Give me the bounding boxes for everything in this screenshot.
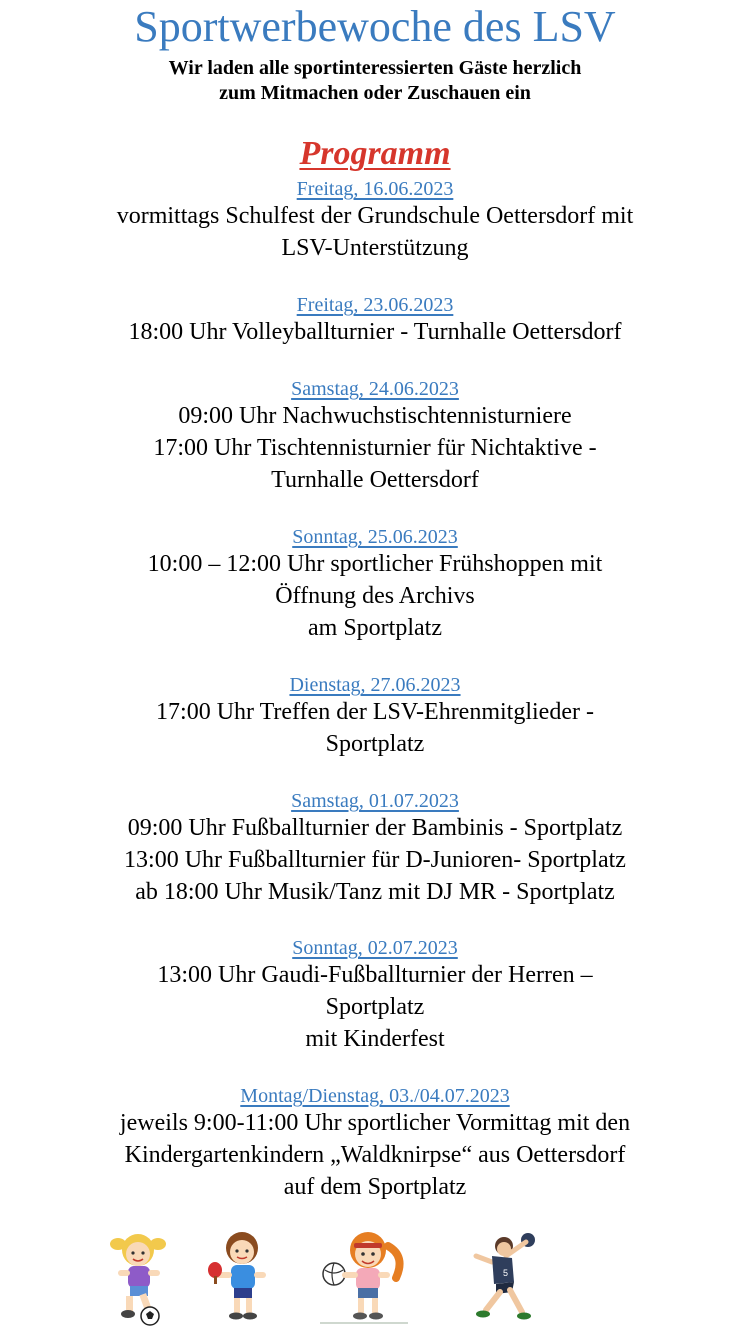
day-events [0,959,750,1055]
event-line: Sportplatz [325,994,425,1020]
day-events [0,812,750,908]
program-heading: Programm [299,135,451,172]
event-line: jeweils 9:00-11:00 Uhr sportlicher Vormittag mit den [119,1110,631,1136]
day-date-link[interactable]: Samstag, 24.06.2023 [291,378,459,400]
event-line: 17:00 Uhr Treffen der LSV-Ehrenmitglieder - [156,699,594,725]
program-day [0,378,750,496]
day-events [0,316,750,348]
day-date-link[interactable]: Sonntag, 02.07.2023 [292,937,458,959]
program-day [0,1085,750,1203]
event-line: LSV-Unterstützung [281,235,469,261]
sports-illustrations [0,1226,750,1334]
event-line: vormittags Schulfest der Grundschule Oettersdorf mit [116,203,634,229]
program-day [0,937,750,1055]
event-line: 09:00 Uhr Nachwuchstischtennisturniere [178,403,572,429]
event-line: 13:00 Uhr Gaudi-Fußballturnier der Herren – [157,962,593,988]
day-date-link[interactable]: Freitag, 23.06.2023 [296,294,454,316]
svg-text:5: 5 [503,1268,509,1278]
day-events [0,400,750,496]
day-events [0,548,750,644]
handball-player-icon [456,1226,542,1326]
event-line: 10:00 – 12:00 Uhr sportlicher Frühshoppen mit [147,551,603,577]
event-line: Sportplatz [325,731,425,757]
day-events [0,696,750,760]
program-day [0,674,750,760]
invitation-subtitle [0,56,750,106]
event-line: mit Kinderfest [305,1026,445,1052]
girl-soccer-player-icon [104,1226,174,1326]
day-date-link[interactable]: Freitag, 16.06.2023 [296,178,454,200]
day-events [0,200,750,264]
event-line: am Sportplatz [308,615,442,641]
event-line: 13:00 Uhr Fußballturnier für D-Junioren- Sportplatz [124,847,626,873]
day-events [0,1107,750,1203]
program-day [0,790,750,908]
day-date-link[interactable]: Sonntag, 25.06.2023 [292,526,458,548]
event-line: 09:00 Uhr Fußballturnier der Bambinis - Sportplatz [127,815,623,841]
event-line: Kindergartenkindern „Waldknirpse“ aus Oettersdorf [124,1142,626,1168]
subtitle-line: Wir laden alle sportinteressierten Gäste herzlich [168,57,582,79]
program-day [0,178,750,264]
program-day [0,526,750,644]
day-date-link[interactable]: Montag/Dienstag, 03./04.07.2023 [240,1085,510,1107]
girl-volleyball-player-icon [318,1226,410,1326]
day-date-link[interactable]: Dienstag, 27.06.2023 [289,674,461,696]
program-day [0,294,750,348]
event-line: ab 18:00 Uhr Musik/Tanz mit DJ MR - Sportplatz [135,879,615,905]
page-title: Sportwerbewoche des LSV [134,2,616,51]
subtitle-line: zum Mitmachen oder Zuschauen ein [219,82,531,104]
event-line: Turnhalle Oettersdorf [271,467,479,493]
event-line: Öffnung des Archivs [275,583,475,609]
boy-table-tennis-player-icon [206,1226,276,1326]
event-line: auf dem Sportplatz [283,1174,467,1200]
day-date-link[interactable]: Samstag, 01.07.2023 [291,790,459,812]
event-line: 18:00 Uhr Volleyballturnier - Turnhalle Oettersdorf [128,319,622,345]
event-line: 17:00 Uhr Tischtennisturnier für Nichtaktive - [153,435,597,461]
